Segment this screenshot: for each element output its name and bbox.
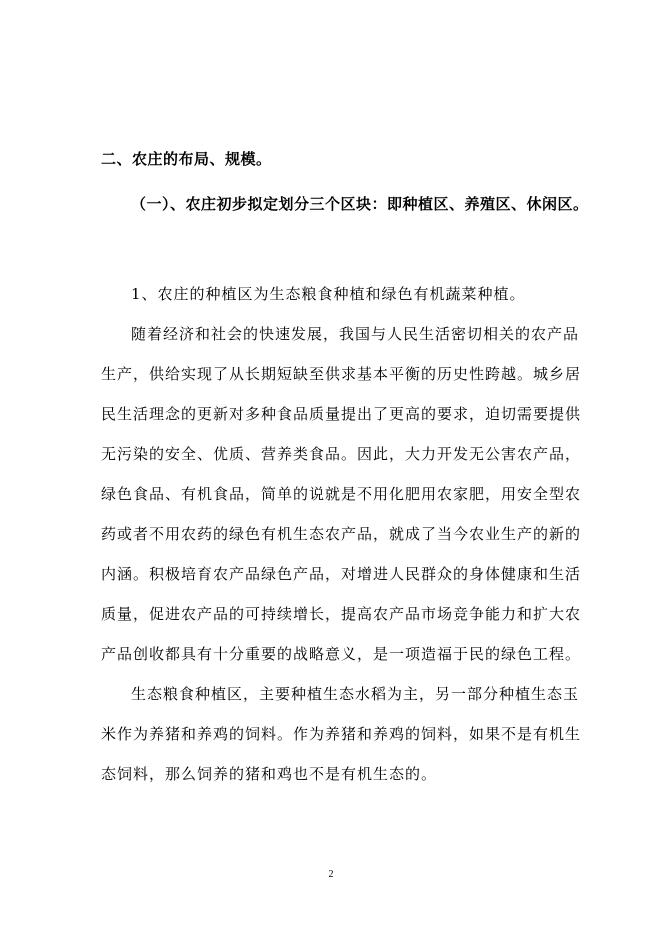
section-heading: 二、农庄的布局、规模。 bbox=[101, 150, 272, 168]
paragraph-line: 生态粮食种植区，主要种植生态水稻为主，另一部分种植生态玉 bbox=[131, 685, 580, 703]
paragraph-line: 民生活理念的更新对多种食品质量提出了更高的要求，迫切需要提供 bbox=[101, 405, 582, 423]
paragraph-line: 态饲料，那么饲养的猪和鸡也不是有机生态的。 bbox=[101, 765, 438, 783]
paragraph-line: 无污染的安全、优质、营养类食品。因此，大力开发无公害农产品， bbox=[101, 445, 582, 463]
paragraph-line: 随着经济和社会的快速发展，我国与人民生活密切相关的农产品 bbox=[131, 325, 580, 343]
item-1-title: 1、农庄的种植区为生态粮食种植和绿色有机蔬菜种植。 bbox=[131, 285, 526, 303]
subsection-heading: （一）、农庄初步拟定划分三个区块：即种植区、养殖区、休闲区。 bbox=[131, 195, 589, 213]
paragraph-line: 米作为养猪和养鸡的饲料。作为养猪和养鸡的饲料，如果不是有机生 bbox=[101, 725, 582, 743]
paragraph-line: 生产，供给实现了从长期短缺至供求基本平衡的历史性跨越。城乡居 bbox=[101, 365, 582, 383]
paragraph-line: 绿色食品、有机食品，简单的说就是不用化肥用农家肥，用安全型农 bbox=[101, 485, 582, 503]
paragraph-line: 药或者不用农药的绿色有机生态农产品，就成了当今农业生产的新的 bbox=[101, 525, 582, 543]
page-number: 2 bbox=[328, 869, 334, 880]
paragraph-line: 产品创收都具有十分重要的战略意义，是一项造福于民的绿色工程。 bbox=[101, 645, 582, 663]
paragraph-line: 质量，促进农产品的可持续增长，提高农产品市场竞争能力和扩大农 bbox=[101, 605, 582, 623]
paragraph-line: 内涵。积极培育农产品绿色产品，对增进人民群众的身体健康和生活 bbox=[101, 565, 582, 583]
